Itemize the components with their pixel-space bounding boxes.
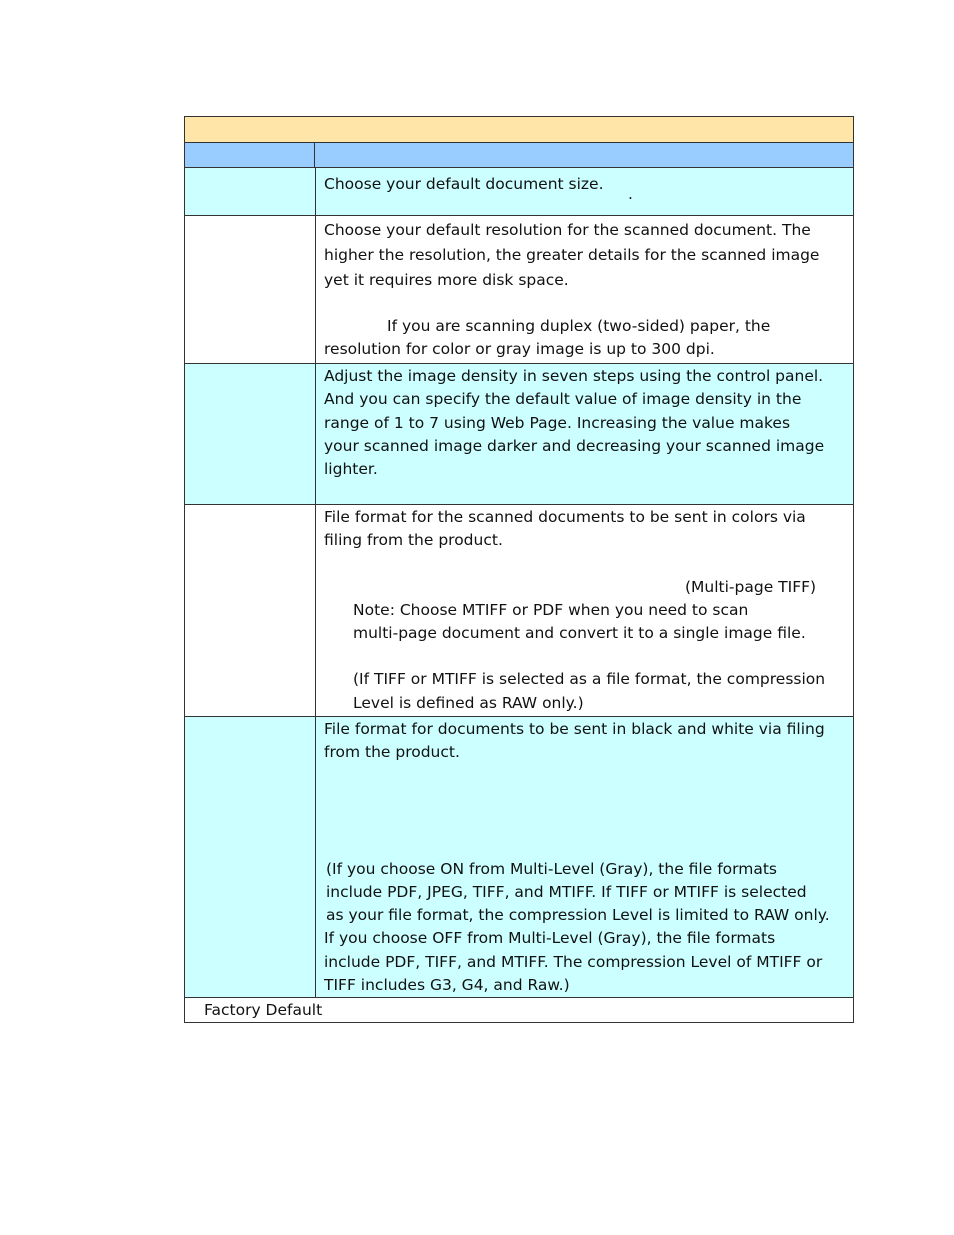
- color-format-line: filing from the product.: [324, 531, 503, 550]
- resolution-line: yet it requires more disk space.: [324, 271, 569, 289]
- header-item-cell: [185, 143, 315, 167]
- table-row-paper-size: [185, 168, 853, 216]
- color-format-note-line: Note: Choose MTIFF or PDF when you need to scan: [353, 600, 749, 619]
- row-label-cell: [185, 364, 316, 504]
- compression-note-line: (If TIFF or MTIFF is selected as a file format, the compression: [353, 670, 826, 689]
- resolution-line: higher the resolution, the greater details for the scanned image: [324, 246, 820, 264]
- density-line: your scanned image darker and decreasing your scanned image: [324, 436, 825, 455]
- gray-note-line: include PDF, TIFF, and MTIFF. The compression Level of MTIFF or: [324, 952, 823, 971]
- row-label-cell: [185, 505, 316, 716]
- color-format-line: File format for the scanned documents to be sent in colors via: [324, 508, 806, 526]
- row-label-cell: [185, 168, 316, 215]
- table-row-bw-file-format: [185, 717, 853, 998]
- table-row-color-file-format: [185, 505, 853, 717]
- gray-note-line: TIFF includes G3, G4, and Raw.): [324, 976, 570, 995]
- table-title-row: [185, 117, 853, 143]
- paper-size-description: Choose your default document size.: [324, 175, 604, 193]
- density-line: Adjust the image density in seven steps using the control panel.: [324, 367, 824, 385]
- density-line: range of 1 to 7 using Web Page. Increasing the value makes: [324, 413, 791, 432]
- row-description-cell: [316, 505, 853, 716]
- gray-note-line: include PDF, JPEG, TIFF, and MTIFF. If TIFF or MTIFF is selected: [326, 882, 807, 901]
- bw-format-line: File format for documents to be sent in black and white via filing: [324, 720, 825, 738]
- mtiff-label: (Multi-page TIFF): [685, 577, 817, 596]
- settings-table: [184, 116, 854, 1023]
- row-label-cell: [185, 717, 316, 997]
- gray-note-line: as your file format, the compression Level is limited to RAW only.: [326, 906, 830, 925]
- row-description-cell: [316, 364, 853, 504]
- density-line: lighter.: [324, 460, 378, 479]
- row-description-cell: [316, 168, 853, 215]
- trailing-dot: .: [628, 185, 633, 203]
- density-line: And you can specify the default value of image density in the: [324, 390, 802, 409]
- row-description-cell: [316, 216, 853, 363]
- row-label-cell: [185, 216, 316, 363]
- resolution-note-line: If you are scanning duplex (two-sided) paper, the: [387, 317, 771, 335]
- compression-note-line: Level is defined as RAW only.): [353, 693, 584, 712]
- gray-note-line: If you choose OFF from Multi-Level (Gray), the file formats: [324, 929, 776, 948]
- resolution-line: Choose your default resolution for the scanned document. The: [324, 221, 811, 239]
- gray-note-line: (If you choose ON from Multi-Level (Gray), the file formats: [326, 859, 777, 878]
- row-description-cell: [316, 717, 853, 997]
- color-format-note-line: multi-page document and convert it to a single image file.: [353, 624, 806, 643]
- table-row-resolution: [185, 216, 853, 364]
- resolution-note-line: resolution for color or gray image is up to 300 dpi.: [324, 340, 715, 359]
- table-header-row: [185, 143, 853, 168]
- factory-default-footer: Factory Default: [204, 1001, 323, 1019]
- bw-format-line: from the product.: [324, 743, 460, 762]
- table-row-density: [185, 364, 853, 505]
